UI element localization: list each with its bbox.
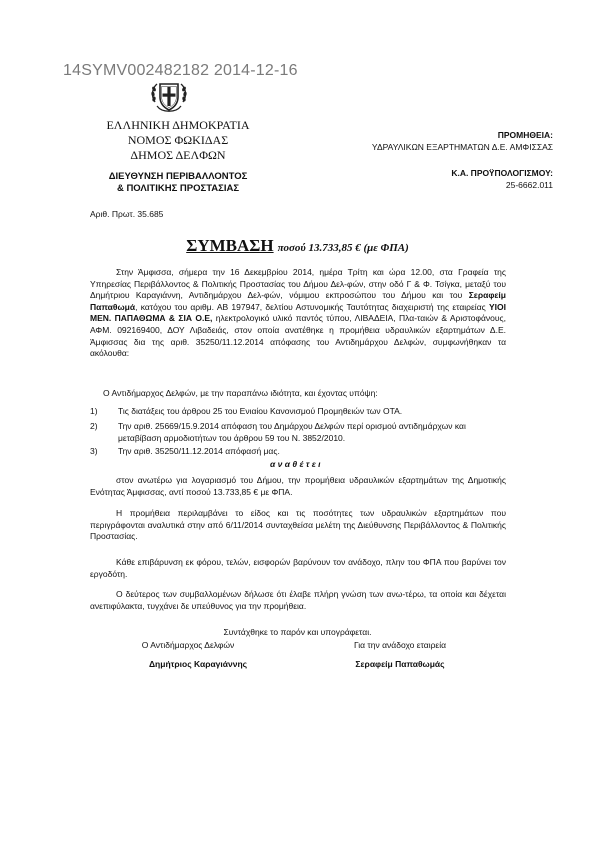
signed-statement: Συντάχθηκε το παρόν και υπογράφεται.	[223, 627, 372, 637]
award-paragraph: στον ανωτέρω για λογαριασμό του Δήμου, την προμήθεια υδραυλικών εξαρτημάτων της Δημοτικής Ενότητας Άμφισσας, αντί ποσού 13.733,85 € με ΦΠΑ.	[90, 475, 506, 497]
list-item-number: 2)	[90, 421, 98, 431]
company-name: ΥΙΟΙ ΜΕΝ. ΠΑΠΑΘΩΜΑ & ΣΙΑ Ο.Ε,	[90, 301, 506, 324]
document-ada-code: 14SYMV002482182 2014-12-16	[63, 62, 298, 79]
header-prefecture: ΝΟΜΟΣ ΦΩΚΙΔΑΣ	[127, 133, 229, 147]
signatory-left-role: Ο Αντιδήμαρχος Δελφών	[141, 640, 235, 650]
acceptance-paragraph: Ο δεύτερος των συμβαλλομένων δήλωσε ότι έλαβε πλήρη γνώση των ανω-τέρω, τα οποία και δέχεται ανεπιφύλακτα, τυγχάνει δε υπεύθυνος για την προμήθεια.	[90, 589, 506, 611]
signatory-right-role: Για την ανάδοχο εταιρεία	[353, 640, 447, 650]
header-department-2: & ΠΟΛΙΤΙΚΗΣ ΠΡΟΣΤΑΣΙΑΣ	[116, 183, 240, 194]
intro-text-3: ηλεκτρολογικό υλικό παντός τύπου, ΛΙΒΑΔΕΙΑ, Πλα-ταιών & Αριστοφάνους, ΑΦΜ. 092169400, ΔΟΥ Λιβαδειάς, στον οποία ανατέθηκε η προμήθεια υδραυλικών εξαρτημάτων Δ.Ε. Άμφισσας δια της αριθ. 35250/11.12.2014 απόφασης του Αντιδημάρχου Δελφών, συμφωνήθηκαν τα ακόλουθα:	[90, 313, 506, 359]
list-item-text: Την αριθ. 25669/15.9.2014 απόφαση του Δημάρχου Δελφών περί ορισμού αντιδημάρχων και μεταβίβαση αρμοδιοτήτων του άρθρου 59 του Ν. 3852/2010.	[118, 421, 466, 443]
charges-paragraph: Κάθε επιβάρυνση εκ φόρου, τελών, εισφορών βαρύνουν τον ανάδοχο, πλην του ΦΠΑ που βαρύνει τον εργοδότη.	[90, 557, 506, 579]
contract-title	[0, 236, 595, 256]
supply-label: ΠΡΟΜΗΘΕΙΑ:	[497, 130, 553, 140]
list-item-text: Την αριθ. 35250/11.12.2014 απόφασή μας.	[118, 446, 280, 456]
list-item-text: Τις διατάξεις του άρθρου 25 του Ενιαίου Κανονισμού Προμηθειών των ΟΤΑ.	[118, 406, 403, 416]
header-country: ΕΛΛΗΝΙΚΗ ΔΗΜΟΚΡΑΤΙΑ	[106, 118, 250, 132]
list-item-number: 1)	[90, 406, 98, 416]
contractor-name: Σεραφείμ Παπαθωμά	[90, 290, 506, 312]
assigns-heading: α ν α θ έ τ ε ι	[270, 459, 321, 469]
supply-value: ΥΔΡΑΥΛΙΚΩΝ ΕΞΑΡΤΗΜΑΤΩΝ Δ.Ε. ΑΜΦΙΣΣΑΣ	[371, 142, 553, 152]
budget-code-value: 25-6662.011	[505, 180, 553, 190]
intro-text-1: Στην Άμφισσα, σήμερα την 16 Δεκεμβρίου 2014, ημέρα Τρίτη και ώρα 12.00, στα Γραφεία της Υπηρεσίας Περιβάλλοντος & Πολιτικής Προστασίας του Δήμου Δελ-φών, στην οδό Γ & Φ. Τσίγκα, μεταξύ του Δημήτριου Καραγιάννη, Αντιδημάρχου Δελ-φών, νόμιμου εκπροσώπου του Δήμου και του	[90, 267, 506, 301]
intro-text-2: , κατόχου του αριθμ. ΑΒ 197947, δελτίου Αστυνομικής Ταυτότητας διαχειριστή της εταιρείας	[135, 301, 489, 312]
header-department-1: ΔΙΕΥΘΥΝΣΗ ΠΕΡΙΒΑΛΛΟΝΤΟΣ	[108, 171, 248, 182]
header-municipality: ΔΗΜΟΣ ΔΕΛΦΩΝ	[130, 148, 226, 162]
signatory-left-name: Δημήτριος Καραγιάννης	[148, 659, 248, 669]
budget-code-label: Κ.Α. ΠΡΟΫΠΟΛΟΓΙΣΜΟΥ:	[451, 168, 553, 178]
considerations-intro: Ο Αντιδήμαρχος Δελφών, με την παραπάνω ιδιότητα, και έχοντας υπόψη:	[103, 388, 378, 398]
protocol-number: Αριθ. Πρωτ. 35.685	[90, 209, 164, 219]
list-item-number: 3)	[90, 446, 98, 456]
greek-emblem-icon	[149, 80, 189, 114]
signatory-right-name: Σεραφείμ Παπαθωμάς	[355, 659, 445, 669]
contract-title-amount: ποσού 13.733,85 € (με ΦΠΑ)	[277, 242, 409, 254]
intro-paragraph	[90, 267, 506, 360]
contract-title-main: ΣΥΜΒΑΣΗ	[186, 236, 274, 255]
scope-paragraph: Η προμήθεια περιλαμβάνει το είδος και τις ποσότητες των υδραυλικών εξαρτημάτων που περιγράφονται αναλυτικά στην από 6/11/2014 συνταχθείσα μελέτη της Διεύθυνσης Περιβάλλοντος & Πολιτικής Προστασίας.	[90, 508, 506, 542]
